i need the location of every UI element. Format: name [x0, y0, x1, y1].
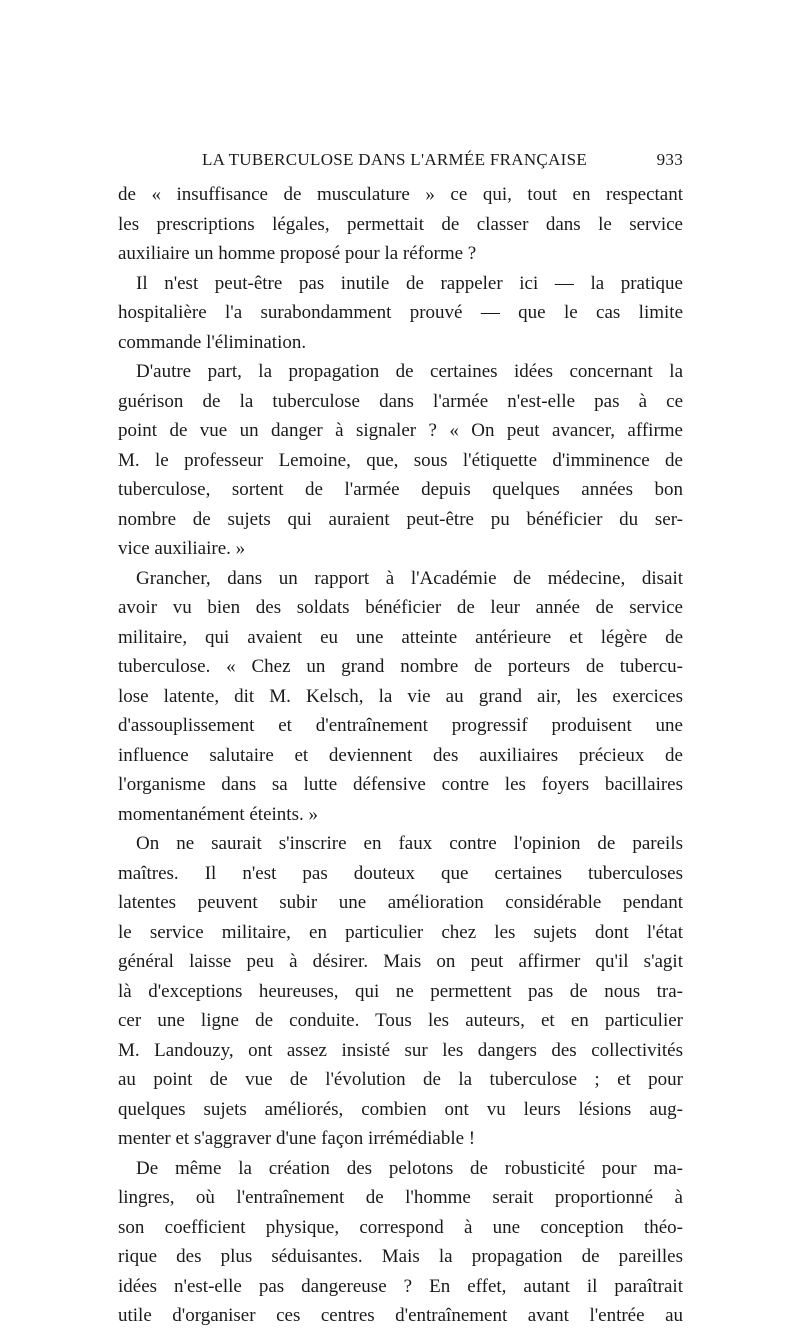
text-line: hospitalière l'a surabondamment prouvé — que le cas limite: [118, 302, 683, 323]
text-line: idées n'est-elle pas dangereuse ? En effet, autant il paraîtrait: [118, 1275, 683, 1297]
text-line: M. le professeur Lemoine, que, sous l'étiquette d'imminence de: [118, 449, 683, 471]
text-line: latentes peuvent subir une amélioration considérable pendant: [118, 892, 683, 913]
text-line: nombre de sujets qui auraient peut-être pu bénéficier du ser-: [118, 508, 683, 530]
running-header: [118, 150, 683, 176]
text-line: de « insuffisance de musculature » ce qui, tout en respectant: [118, 184, 683, 205]
text-line: l'organisme dans sa lutte défensive contre les foyers bacillaires: [118, 774, 683, 795]
text-line: De même la création des pelotons de robusticité pour ma-: [136, 1157, 683, 1179]
text-line: auxiliaire un homme proposé pour la réforme ?: [118, 243, 477, 264]
text-line: lose latente, dit M. Kelsch, la vie au grand air, les exercices: [118, 685, 683, 707]
text-line: général laisse peu à désirer. Mais on peut affirmer qu'il s'agit: [118, 951, 683, 972]
text-line: influence salutaire et deviennent des auxiliaires précieux de: [118, 744, 683, 766]
text-line: utile d'organiser ces centres d'entraînement avant l'entrée au: [118, 1305, 683, 1326]
text-line: au point de vue de l'évolution de la tuberculose ; et pour: [118, 1069, 683, 1090]
text-line: M. Landouzy, ont assez insisté sur les dangers des collectivités: [118, 1039, 683, 1061]
text-line: là d'exceptions heureuses, qui ne permettent pas de nous tra-: [118, 980, 683, 1002]
text-line: quelques sujets améliorés, combien ont vu leurs lésions aug-: [118, 1098, 683, 1120]
text-line: tuberculose. « Chez un grand nombre de porteurs de tubercu-: [118, 656, 683, 677]
text-line: le service militaire, en particulier chez les sujets dont l'état: [118, 921, 683, 943]
page-number: 933: [656, 150, 683, 169]
text-line: les prescriptions légales, permettait de classer dans le service: [118, 213, 683, 235]
text-line: vice auxiliaire. »: [118, 538, 246, 559]
text-line: son coefficient physique, correspond à une conception théo-: [118, 1216, 683, 1238]
text-line: tuberculose, sortent de l'armée depuis quelques années bon: [118, 479, 683, 500]
text-line: maîtres. Il n'est pas douteux que certaines tuberculoses: [118, 862, 683, 884]
text-line: On ne saurait s'inscrire en faux contre l'opinion de pareils: [136, 833, 683, 854]
text-line: cer une ligne de conduite. Tous les auteurs, et en particulier: [118, 1010, 683, 1031]
text-line: guérison de la tuberculose dans l'armée n'est-elle pas à ce: [118, 390, 683, 412]
text-line: D'autre part, la propagation de certaines idées concernant la: [136, 361, 683, 382]
text-line: momentanément éteints. »: [118, 803, 318, 825]
text-line: avoir vu bien des soldats bénéficier de leur année de service: [118, 597, 683, 618]
text-line: rique des plus séduisantes. Mais la propagation de pareilles: [118, 1246, 683, 1267]
text-line: Grancher, dans un rapport à l'Académie de médecine, disait: [136, 567, 683, 589]
text-line: point de vue un danger à signaler ? « On peut avancer, affirme: [118, 420, 683, 441]
text-line: commande l'élimination.: [118, 331, 307, 353]
running-title: LA TUBERCULOSE DANS L'ARMÉE FRANÇAISE: [202, 150, 588, 169]
text-line: Il n'est peut-être pas inutile de rappeler ici — la pratique: [136, 272, 683, 294]
text-line: militaire, qui avaient eu une atteinte antérieure et légère de: [118, 626, 683, 648]
text-line: lingres, où l'entraînement de l'homme serait proportionné à: [118, 1187, 683, 1208]
text-line: menter et s'aggraver d'une façon irrémédiable !: [118, 1128, 476, 1149]
text-line: d'assouplissement et d'entraînement progressif produisent une: [118, 715, 683, 736]
body-text: [118, 180, 683, 1331]
